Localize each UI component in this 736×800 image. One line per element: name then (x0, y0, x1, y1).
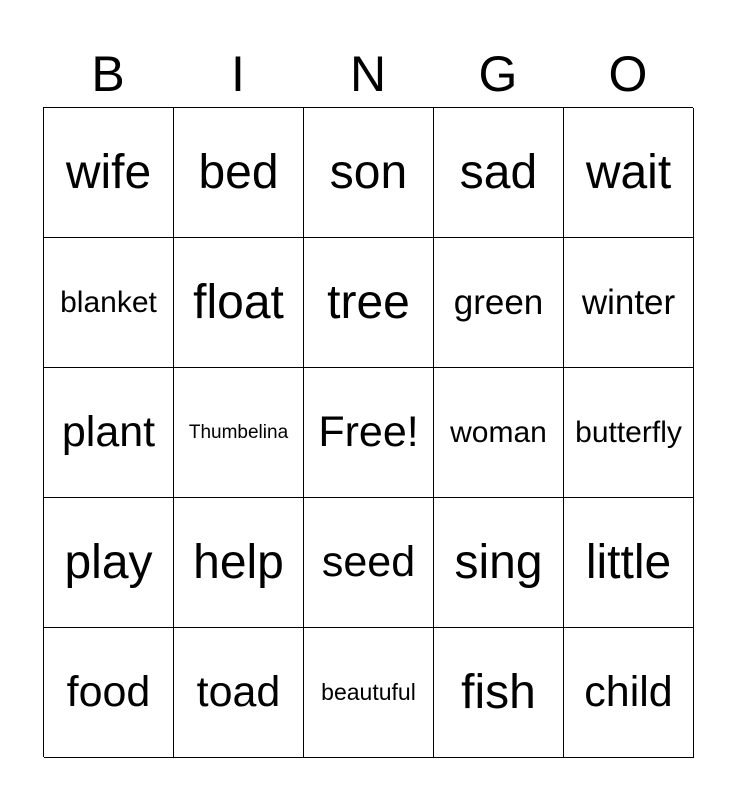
bingo-cell: butterfly (564, 368, 694, 498)
bingo-cell: fish (434, 628, 564, 758)
bingo-cell: sing (434, 498, 564, 628)
bingo-cell: float (174, 238, 304, 368)
bingo-cell: wife (44, 108, 174, 238)
bingo-cell: blanket (44, 238, 174, 368)
bingo-cell: food (44, 628, 174, 758)
bingo-cell: little (564, 498, 694, 628)
bingo-cell: winter (564, 238, 694, 368)
bingo-cell: help (174, 498, 304, 628)
bingo-header (43, 44, 693, 104)
bingo-cell: sad (434, 108, 564, 238)
bingo-cell: green (434, 238, 564, 368)
bingo-cell: tree (304, 238, 434, 368)
header-letter-i: I (231, 46, 245, 102)
bingo-cell: seed (304, 498, 434, 628)
bingo-board (43, 107, 693, 757)
bingo-cell: plant (44, 368, 174, 498)
bingo-cell: Thumbelina (174, 368, 304, 498)
bingo-cell: play (44, 498, 174, 628)
bingo-cell: bed (174, 108, 304, 238)
bingo-cell: beautuful (304, 628, 434, 758)
header-letter-b: B (91, 46, 125, 102)
free-space-cell: Free! (304, 368, 434, 498)
bingo-cell: child (564, 628, 694, 758)
header-letter-n: N (349, 46, 387, 102)
bingo-cell: woman (434, 368, 564, 498)
bingo-cell: toad (174, 628, 304, 758)
bingo-cell: son (304, 108, 434, 238)
bingo-cell: wait (564, 108, 694, 238)
header-letter-g: G (478, 46, 518, 102)
header-letter-o: O (608, 46, 648, 102)
